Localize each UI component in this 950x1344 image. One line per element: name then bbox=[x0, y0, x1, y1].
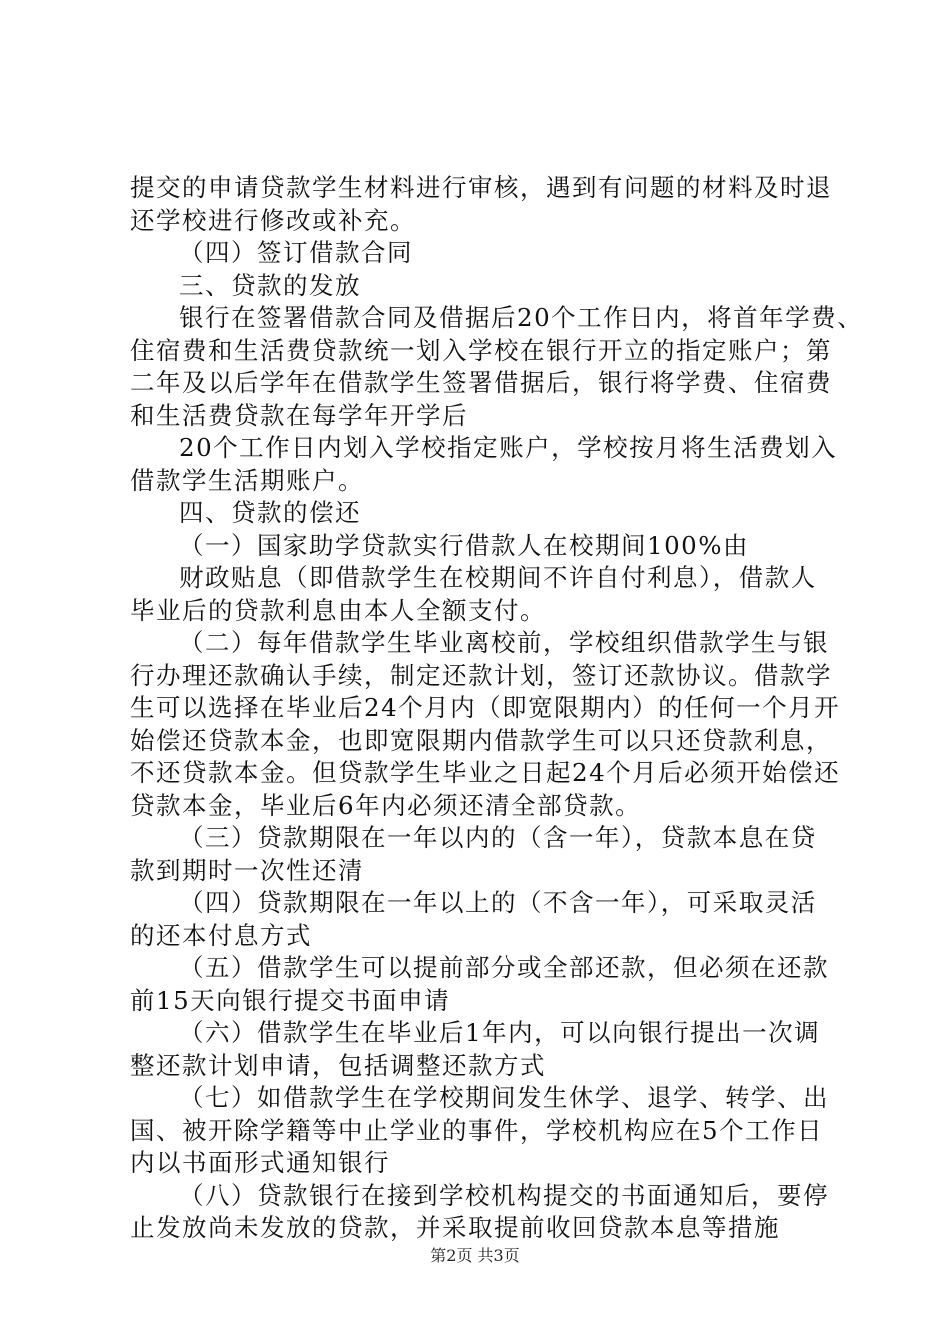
text-line: 前15天向银行提交书面申请 bbox=[130, 985, 451, 1015]
text-line: （二）每年借款学生毕业离校前，学校组织借款学生与银 bbox=[179, 628, 829, 657]
text-line: （八）贷款银行在接到学校机构提交的书面通知后，要停 bbox=[179, 1180, 829, 1210]
text-line: 内以书面形式通知银行 bbox=[130, 1148, 390, 1177]
text-line: （五）借款学生可以提前部分或全部还款，但必须在还款 bbox=[179, 953, 829, 982]
text-line: 不还贷款本金。但贷款学生毕业之日起24个月后必须开始偿还 bbox=[130, 758, 841, 787]
text-line: （七）如借款学生在学校期间发生休学、退学、转学、出 bbox=[179, 1083, 829, 1112]
text-line: 国、被开除学籍等中止学业的事件，学校机构应在5个工作日 bbox=[130, 1115, 824, 1145]
text-line: 银行在签署借款合同及借据后20个工作日内，将首年学费、 bbox=[179, 303, 864, 332]
text-line: 毕业后的贷款利息由本人全额支付。 bbox=[130, 595, 546, 625]
text-line: 整还款计划申请，包括调整还款方式 bbox=[130, 1050, 546, 1080]
text-line: 始偿还贷款本金，也即宽限期内借款学生可以只还贷款利息， bbox=[130, 725, 832, 755]
text-line: 止发放尚未发放的贷款，并采取提前收回贷款本息等措施 bbox=[130, 1213, 780, 1242]
text-line: 三、贷款的发放 bbox=[179, 270, 361, 300]
text-line: 四、贷款的偿还 bbox=[179, 498, 361, 527]
text-line: 20个工作日内划入学校指定账户，学校按月将生活费划入 bbox=[179, 433, 838, 462]
text-line: （六）借款学生在毕业后1年内，可以向银行提出一次调 bbox=[179, 1018, 821, 1047]
text-line: 行办理还款确认手续，制定还款计划，签订还款协议。借款学 bbox=[130, 660, 832, 690]
text-line: （三）贷款期限在一年以内的（含一年），贷款本息在贷 bbox=[179, 823, 817, 852]
text-line: 和生活费贷款在每学年开学后 bbox=[130, 400, 468, 430]
text-line: （四）贷款期限在一年以上的（不含一年），可采取灵活 bbox=[179, 888, 817, 917]
text-line: 还学校进行修改或补充。 bbox=[130, 205, 416, 235]
text-line: 提交的申请贷款学生材料进行审核，遇到有问题的材料及时退 bbox=[130, 173, 832, 202]
text-line: 生可以选择在毕业后24个月内（即宽限期内）的任何一个月开 bbox=[130, 693, 841, 722]
text-line: 二年及以后学年在借款学生签署借据后，银行将学费、住宿费 bbox=[130, 368, 832, 397]
text-line: （一）国家助学贷款实行借款人在校期间100%由 bbox=[179, 530, 750, 560]
text-line: 财政贴息（即借款学生在校期间不许自付利息），借款人 bbox=[179, 563, 817, 592]
text-line: （四）签订借款合同 bbox=[179, 238, 413, 267]
document-body bbox=[130, 172, 864, 1245]
page-number-footer: 第2页 共3页 bbox=[430, 1246, 520, 1265]
text-line: 款到期时一次性还清 bbox=[130, 855, 364, 885]
text-line: 贷款本金，毕业后6年内必须还清全部贷款。 bbox=[130, 790, 642, 820]
text-line: 住宿费和生活费贷款统一划入学校在银行开立的指定账户；第 bbox=[130, 335, 832, 365]
text-line: 借款学生活期账户。 bbox=[130, 465, 364, 495]
text-line: 的还本付息方式 bbox=[130, 920, 312, 950]
